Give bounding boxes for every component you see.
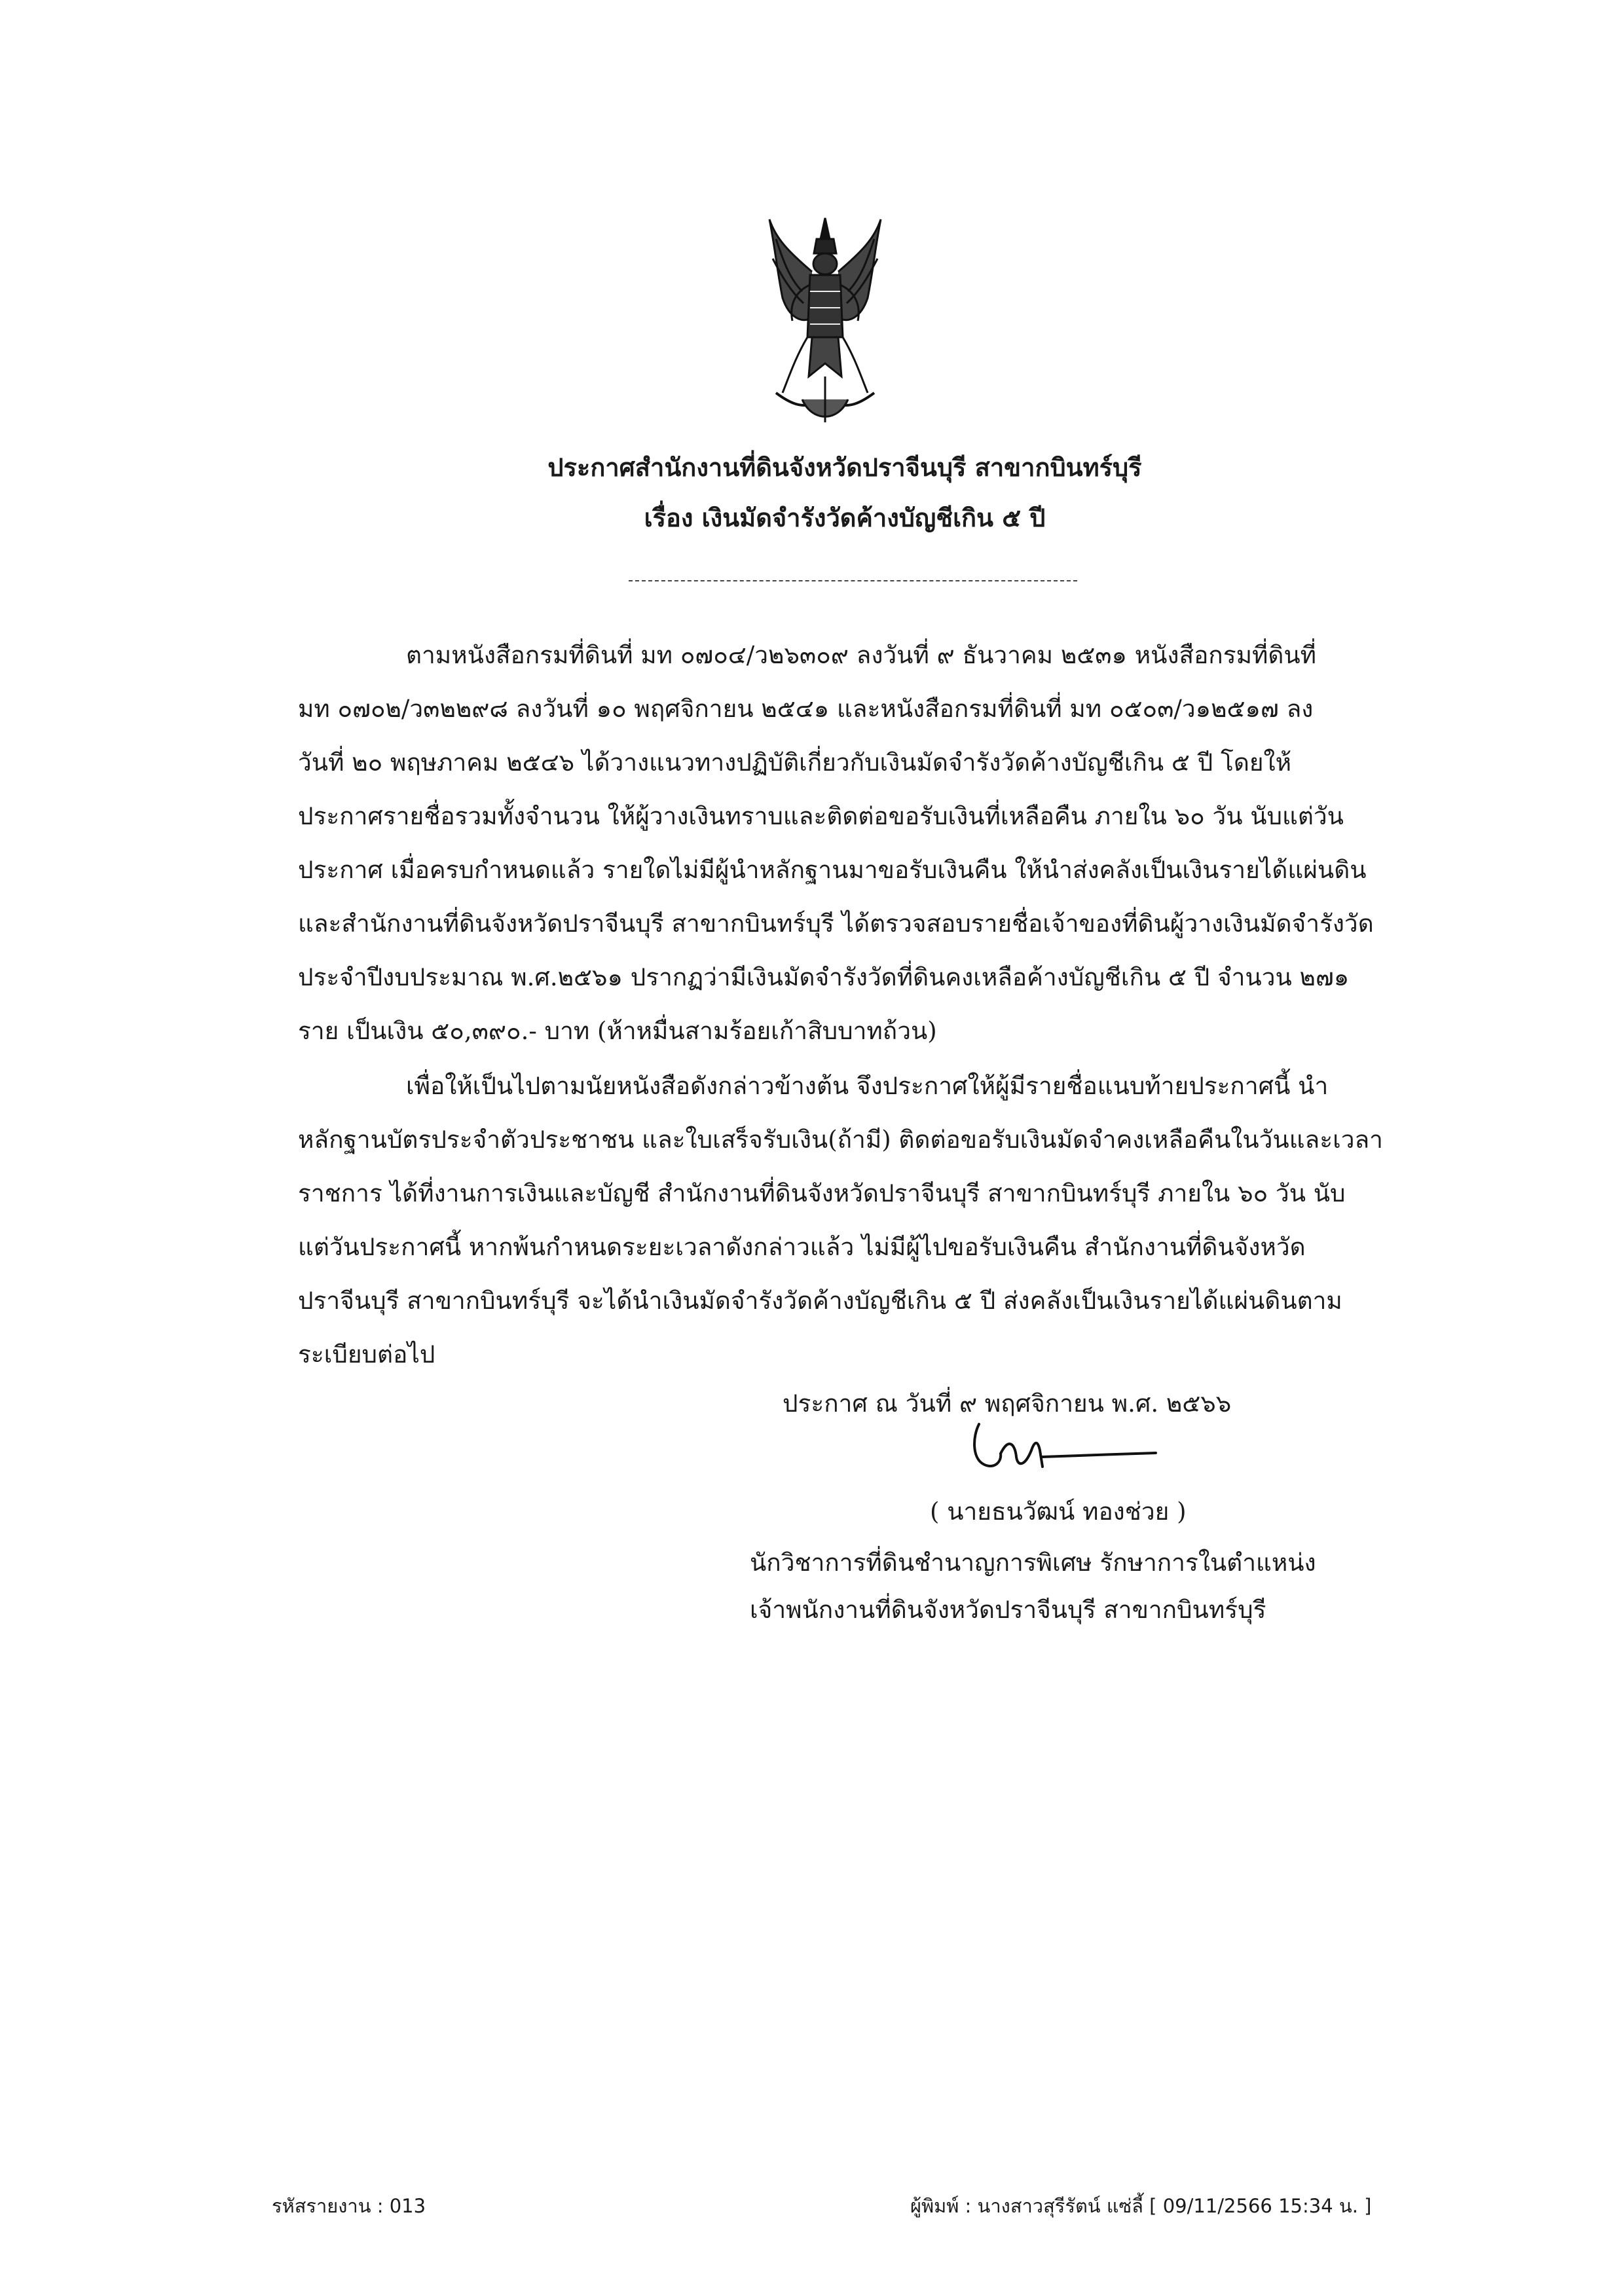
signer-name: ( นายธนวัฒน์ ทองช่วย ) — [930, 1497, 1187, 1526]
paragraph2-line: ปราจีนบุรี สาขากบินทร์บุรี จะได้นำเงินมัดจำรังวัดค้างบัญชีเกิน ๕ ปี ส่งคลังเป็นเงินรายได้แผ่นดินตาม — [298, 1287, 1342, 1315]
announcement-subject: เรื่อง เงินมัดจำรังวัดค้างบัญชีเกิน ๕ ปี — [644, 503, 1046, 532]
paragraph1-line: ประจำปีงบประมาณ พ.ศ.๒๕๖๑ ปรากฏว่ามีเงินมัดจำรังวัดที่ดินคงเหลือค้างบัญชีเกิน ๕ ปี จำนวน ๒๗๑ — [298, 963, 1350, 991]
garuda-emblem-icon — [763, 213, 887, 429]
printed-by: ผู้พิมพ์ : นางสาวสุรีรัตน์ แซ่ลี้ [ 09/11/2566 15:34 น. ] — [910, 2195, 1372, 2217]
title-divider — [629, 580, 1077, 581]
paragraph2-line: แต่วันประกาศนี้ หากพ้นกำหนดระยะเวลาดังกล่าวแล้ว ไม่มีผู้ไปขอรับเงินคืน สำนักงานที่ดินจังหวัด — [298, 1233, 1306, 1261]
paragraph1-line: มท ๐๗๐๒/ว๓๒๒๙๘ ลงวันที่ ๑๐ พฤศจิกายน ๒๕๔๑ และหนังสือกรมที่ดินที่ มท ๐๕๐๓/ว๑๒๕๑๗ ลง — [298, 695, 1314, 723]
announcement-date: ประกาศ ณ วันที่ ๙ พฤศจิกายน พ.ศ. ๒๕๖๖ — [783, 1389, 1232, 1418]
paragraph1-line: และสำนักงานที่ดินจังหวัดปราจีนบุรี สาขากบินทร์บุรี ได้ตรวจสอบรายชื่อเจ้าของที่ดินผู้วางเงินมัดจำรังวัด — [298, 909, 1374, 938]
handwritten-signature — [969, 1411, 1166, 1480]
paragraph1-line: ประกาศ เมื่อครบกำหนดแล้ว รายใดไม่มีผู้นำหลักฐานมาขอรับเงินคืน ให้นำส่งคลังเป็นเงินรายได้แผ่นดิน — [298, 856, 1367, 884]
paragraph2-line: หลักฐานบัตรประจำตัวประชาชน และใบเสร็จรับเงิน(ถ้ามี) ติดต่อขอรับเงินมัดจำคงเหลือคืนในวันและเวลา — [298, 1126, 1383, 1154]
announcement-title: ประกาศสำนักงานที่ดินจังหวัดปราจีนบุรี สาขากบินทร์บุรี — [547, 452, 1142, 482]
paragraph2-line: เพื่อให้เป็นไปตามนัยหนังสือดังกล่าวข้างต้น จึงประกาศให้ผู้มีรายชื่อแนบท้ายประกาศนี้ นำ — [406, 1072, 1329, 1100]
paragraph1-line: ราย เป็นเงิน ๕๐,๓๙๐.- บาท (ห้าหมื่นสามร้อยเก้าสิบบาทถ้วน) — [298, 1017, 937, 1045]
report-code: รหัสรายงาน : 013 — [272, 2195, 426, 2217]
paragraph1-line: ตามหนังสือกรมที่ดินที่ มท ๐๗๐๔/ว๒๖๓๐๙ ลงวันที่ ๙ ธันวาคม ๒๕๓๑ หนังสือกรมที่ดินที่ — [406, 641, 1317, 669]
paragraph2-line: ราชการ ได้ที่งานการเงินและบัญชี สำนักงานที่ดินจังหวัดปราจีนบุรี สาขากบินทร์บุรี ภายใน ๖๐ วัน นับ — [298, 1179, 1346, 1207]
signer-position: นักวิชาการที่ดินชำนาญการพิเศษ รักษาการในตำแหน่ง — [750, 1549, 1316, 1577]
paragraph2-line: ระเบียบต่อไป — [298, 1340, 435, 1368]
signer-office: เจ้าพนักงานที่ดินจังหวัดปราจีนบุรี สาขากบินทร์บุรี — [750, 1596, 1266, 1624]
paragraph1-line: วันที่ ๒๐ พฤษภาคม ๒๕๔๖ ได้วางแนวทางปฏิบัติเกี่ยวกับเงินมัดจำรังวัดค้างบัญชีเกิน ๕ ปี โดยให้ — [298, 748, 1291, 777]
paragraph1-line: ประกาศรายชื่อรวมทั้งจำนวน ให้ผู้วางเงินทราบและติดต่อขอรับเงินที่เหลือคืน ภายใน ๖๐ วัน นับแต่วัน — [298, 802, 1344, 830]
